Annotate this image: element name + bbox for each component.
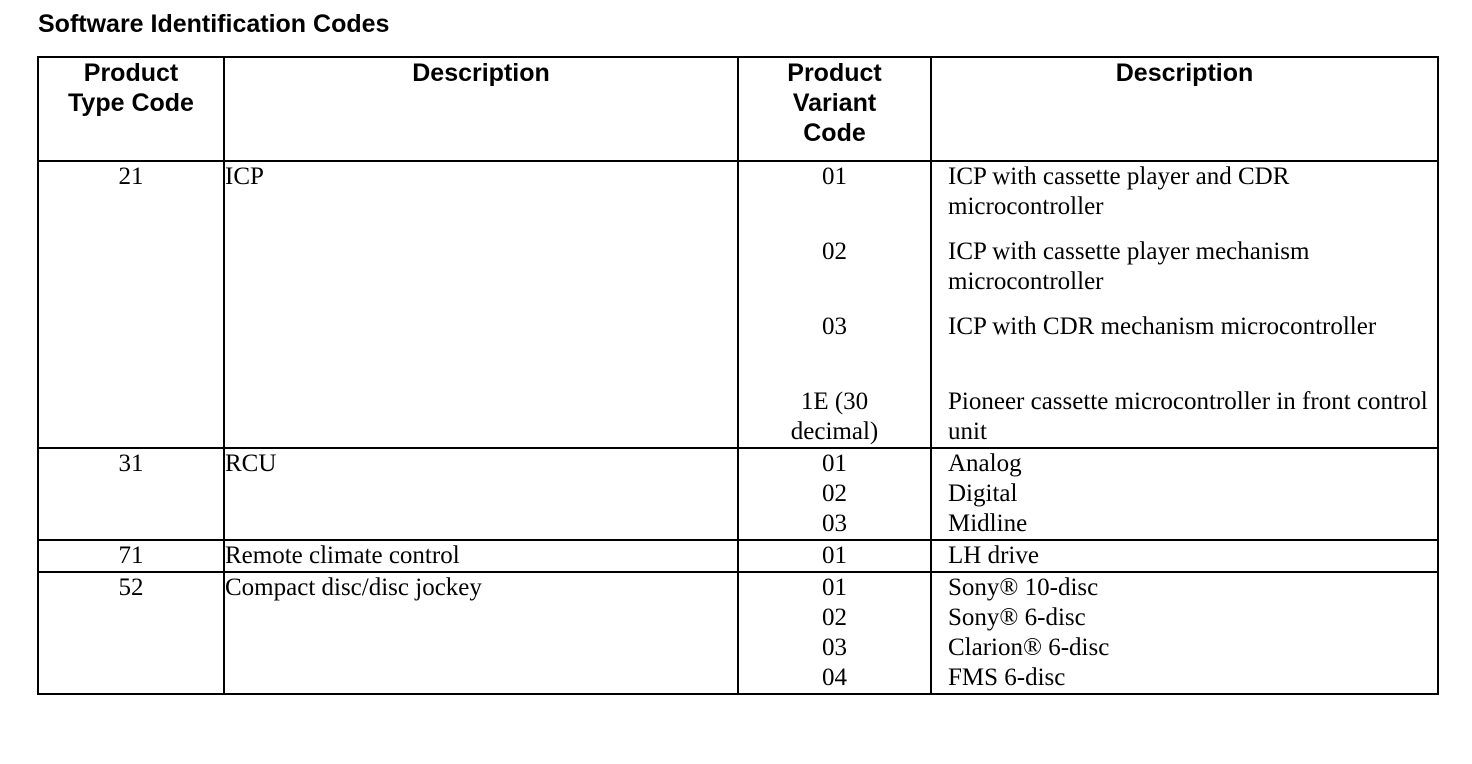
type-code-cell: 71 [38, 540, 224, 572]
variant-code: 03 [822, 634, 847, 661]
variant-code-cell [738, 161, 931, 448]
description-cell: Compact disc/disc jockey [224, 572, 738, 694]
page-title: Software Identification Codes [38, 10, 390, 38]
variant-description-cell [931, 161, 1438, 448]
table-header-row [38, 57, 1438, 161]
header-description: Description [224, 57, 738, 161]
header-variant-description: Description [931, 57, 1438, 161]
variant-description: Sony® 10-disc [948, 574, 1099, 601]
variant-code: 01 [822, 450, 847, 477]
variant-description: Analog [948, 450, 1022, 477]
header-product-type-code: Product Type Code [38, 57, 224, 161]
description-cell: ICP [224, 161, 738, 448]
variant-description: ICP with cassette player mechanism microcontroller [948, 238, 1310, 295]
variant-code-cell [738, 540, 931, 572]
header-product-variant-code: Product Variant Code [738, 57, 931, 161]
variant-code: 01 [822, 574, 847, 601]
variant-code: 04 [822, 664, 847, 691]
variant-code: 1E (30 [800, 388, 869, 415]
variant-description: Clarion® 6-disc [948, 634, 1110, 661]
variant-code: decimal) [790, 418, 879, 445]
variant-code: 01 [822, 542, 847, 569]
description-cell: RCU [224, 448, 738, 540]
type-code-cell: 31 [38, 448, 224, 540]
table-row [38, 448, 1438, 540]
type-code-cell: 52 [38, 572, 224, 694]
variant-code-cell [738, 572, 931, 694]
variant-description: FMS 6-disc [948, 664, 1066, 691]
variant-description: LH drive [948, 542, 1039, 569]
variant-code-cell [738, 448, 931, 540]
table-row [38, 161, 1438, 448]
variant-description: Sony® 6-disc [948, 604, 1086, 631]
variant-code: 01 [822, 163, 847, 190]
variant-description: Pioneer cassette microcontroller in front control unit [948, 388, 1428, 445]
software-id-codes-table [37, 56, 1439, 695]
variant-code: 03 [822, 313, 847, 340]
variant-code: 03 [822, 510, 847, 537]
table-row [38, 540, 1438, 572]
description-cell: Remote climate control [224, 540, 738, 572]
table-row [38, 572, 1438, 694]
variant-code: 02 [822, 480, 847, 507]
type-code-cell: 21 [38, 161, 224, 448]
variant-code: 02 [822, 238, 847, 265]
variant-description: ICP with CDR mechanism microcontroller [948, 313, 1377, 340]
variant-description: Midline [948, 510, 1028, 537]
variant-description: ICP with cassette player and CDR microcontroller [948, 163, 1290, 220]
variant-description: Digital [948, 480, 1018, 507]
variant-code: 02 [822, 604, 847, 631]
variant-description-cell [931, 448, 1438, 540]
variant-description-cell [931, 540, 1438, 572]
variant-description-cell [931, 572, 1438, 694]
